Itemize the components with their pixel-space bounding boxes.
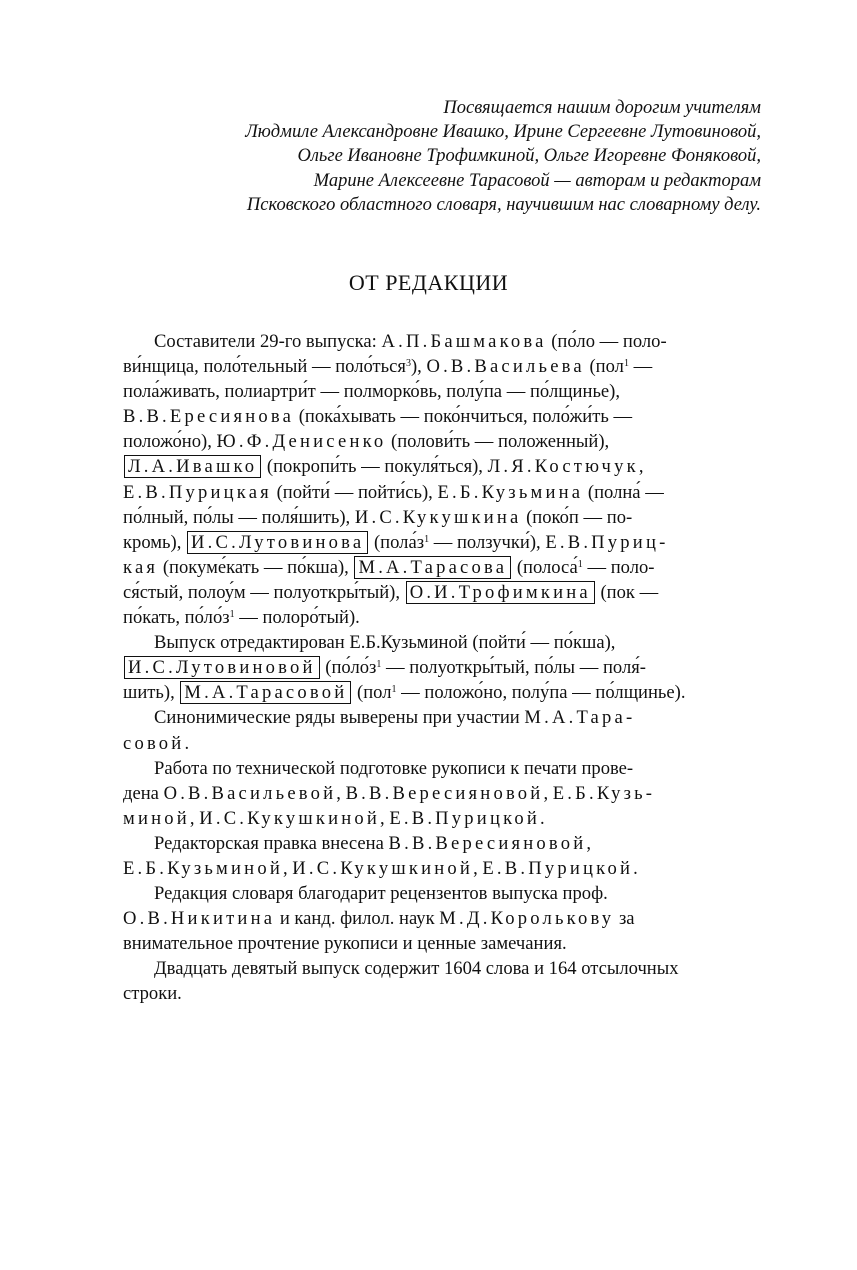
text-line: Е.В.Пурицкая (пойти́ — пойти́сь), Е.Б.Кузьмина (полна́ — bbox=[123, 481, 664, 503]
dedication-line: Ольге Ивановне Трофимкиной, Ольге Игоревне Фоняковой, bbox=[297, 146, 761, 167]
text-line: дена О.В.Васильевой, В.В.Вересияновой, Е.Б.Кузь- bbox=[123, 782, 656, 804]
text-line: Е.Б.Кузьминой, И.С.Кукушкиной, Е.В.Пурицкой. bbox=[123, 857, 638, 879]
highlighted-name: М.А.Тарасова bbox=[354, 556, 511, 579]
text-line: положо́но), Ю.Ф.Денисенко (полови́ть — положенный), bbox=[123, 431, 610, 453]
dedication-line: Посвящается нашим дорогим учителям bbox=[443, 98, 761, 118]
text-line: Редакция словаря благодарит рецензентов выпуска проф. bbox=[154, 883, 608, 905]
text-line: внимательное прочтение рукописи и ценные замечания. bbox=[123, 933, 567, 955]
text-line: по́лный, по́лы — поля́шить), И.С.Кукушкина (поко́п — по- bbox=[123, 506, 633, 528]
highlighted-name: М.А.Тарасовой bbox=[180, 681, 351, 704]
text-line: Работа по технической подготовке рукописи к печати прове- bbox=[154, 757, 634, 779]
highlighted-name: О.И.Трофимкина bbox=[406, 581, 595, 604]
highlighted-name: И.С.Лутовиновой bbox=[124, 656, 320, 679]
body-text bbox=[123, 329, 735, 1007]
text-line: миной, И.С.Кукушкиной, Е.В.Пурицкой. bbox=[123, 807, 545, 829]
dedication bbox=[61, 96, 761, 217]
text-line: Редакторская правка внесена В.В.Вересияновой, bbox=[154, 832, 592, 854]
text-line: совой. bbox=[123, 732, 190, 754]
text-line: ся́стый, полоу́м — полуоткры́тый), О.И.Трофимкина (пок — bbox=[123, 581, 659, 603]
text-line: В.В.Ересиянова (пока́хывать — поко́нчиться, поло́жи́ть — bbox=[123, 406, 633, 428]
text-line: О.В.Никитина и канд. филол. наук М.Д.Королькову за bbox=[123, 908, 635, 930]
text-line: Двадцать девятый выпуск содержит 1604 слова и 164 отсылочных bbox=[154, 958, 679, 980]
text-line: Выпуск отредактирован Е.Б.Кузьминой (пойти́ — по́кша), bbox=[154, 632, 616, 654]
text-line: Составители 29-го выпуска: А.П.Башмакова (по́ло — поло- bbox=[154, 331, 667, 352]
text-line: ви́нщица, поло́тельный — поло́ться$^3$), О.В.Васильева (пол$^1$ — bbox=[123, 356, 653, 378]
dedication-line: Марине Алексеевне Тарасовой — авторам и редакторам bbox=[313, 170, 761, 191]
dedication-line: Псковского областного словаря, научившим нас словарному делу. bbox=[246, 194, 761, 215]
text-line: Синонимические ряды выверены при участии М.А.Тара- bbox=[154, 707, 636, 729]
highlighted-name: И.С.Лутовинова bbox=[187, 531, 368, 554]
text-line: кая (покуме́кать — по́кша), М.А.Тарасова (полоса́$^1$ — поло- bbox=[123, 556, 655, 578]
dedication-line: Людмиле Александровне Ивашко, Ирине Сергеевне Лутовиновой, bbox=[245, 122, 761, 143]
text-line: И.С.Лутовиновой ($по́ло́з^1$ — полуоткры́тый, по́лы — поля́- bbox=[123, 655, 735, 680]
text-line: строки. bbox=[123, 983, 182, 1005]
page-title: ОТ РЕДАКЦИИ bbox=[348, 270, 509, 295]
text-line: Л.А.Ивашко (покропи́ть — покуля́ться), Л.Я.Костючук, bbox=[123, 454, 735, 479]
text-line: кромь), И.С.Лутовинова ($пола́з^1$ — ползучки́), Е.В.Пуриц- bbox=[123, 531, 669, 553]
text-line: пола́живать, полиартри́т — полморко́вь, полу́па — по́лщинье), bbox=[123, 381, 621, 403]
text-line: по́кать, $по́ло́з^1$ — полоро́тый). bbox=[123, 607, 360, 629]
highlighted-name: Л.А.Ивашко bbox=[124, 455, 261, 478]
text-line: шить), М.А.Тарасовой (пол$^1$ — положо́но, полу́па — по́лщинье). bbox=[123, 682, 686, 704]
